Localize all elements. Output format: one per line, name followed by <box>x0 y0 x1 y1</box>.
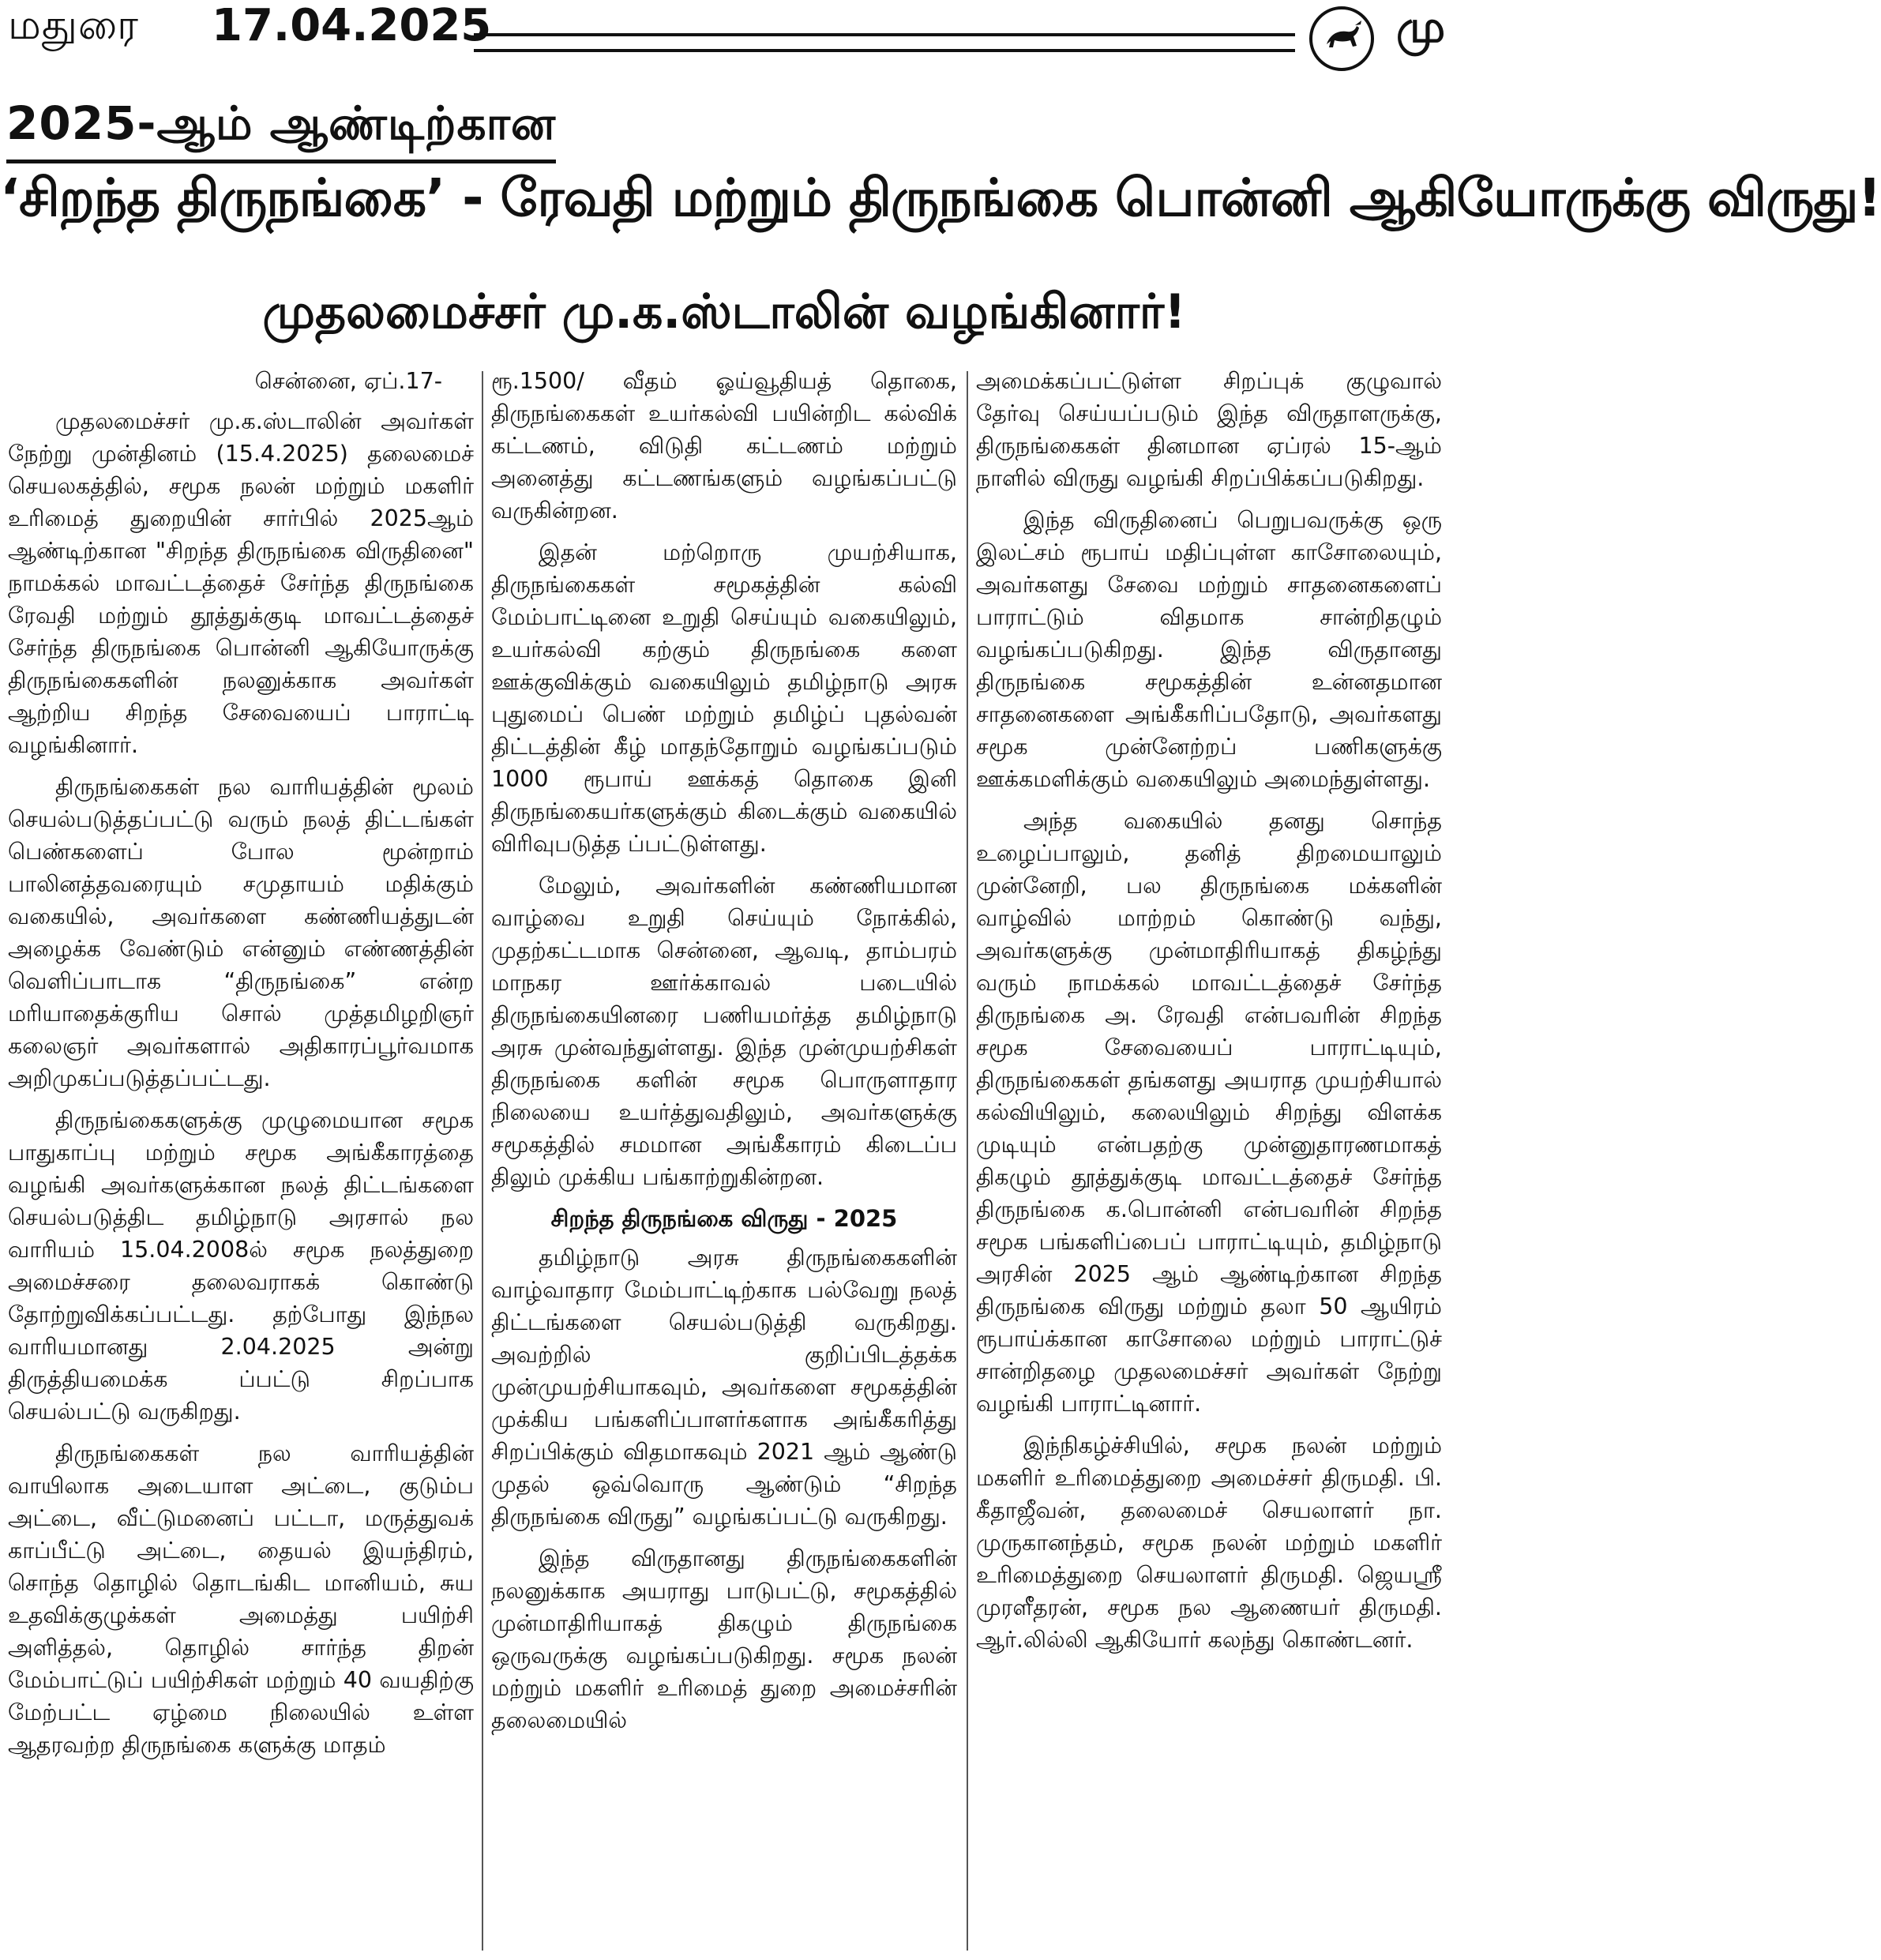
masthead-edge-text: மு <box>1396 2 1446 53</box>
paragraph: அந்த வகையில் தனது சொந்த உழைப்பாலும், தனித் திறமையாலும் முன்னேறி, பல திருநங்கை மக்களின் வாழ்வில் மாற்றம் கொண்டு வந்து, அவர்களுக்கு முன்மாதிரியாகத் திகழ்ந்து வரும் நாமக்கல் மாவட்டத்தைச் சேர்ந்த திருநங்கை அ. ரேவதி என்பவரின் சிறந்த சமூக சேவையைப் பாராட்டியும், திருநங்கைகள் தங்களது அயராத முயற்சியால் கல்வியிலும், கலையிலும் சிறந்து விளக்க முடியும் என்பதற்கு முன்னுதாரணமாகத் திகழும் தூத்துக்குடி மாவட்டத்தைச் சேர்ந்த திருநங்கை க.பொன்னி என்பவரின் சிறந்த சமூக பங்களிப்பைப் பாராட்டியும், தமிழ்நாடு அரசின் 2025 ஆம் ஆண்டிற்கான சிறந்த திருநங்கை விருது மற்றும் தலா 50 ஆயிரம் ரூபாய்க்கான காசோலை மற்றும் பாராட்டுச் சான்றிதழை முதலமைச்சர் அவர்கள் நேற்று வழங்கி பாராட்டினார். <box>976 808 1442 1417</box>
article-column-1 <box>8 365 474 1952</box>
paragraph-continued: ரூ.1500/ வீதம் ஓய்வூதியத் தொகை, திருநங்கைகள் உயர்கல்வி பயின்றிட கல்விக் கட்டணம், விடுதி கட்டணம் மற்றும் அனைத்து கட்டணங்களும் வழங்கப்பட்டு வருகின்றன. <box>491 368 957 524</box>
section-title: சிறந்த திருநங்கை விருது - 2025 <box>550 1205 898 1232</box>
paragraph: தமிழ்நாடு அரசு திருநங்கைகளின் வாழ்வாதார மேம்பாட்டிற்காக பல்வேறு நலத் திட்டங்களை செயல்படுத்தி வருகிறது. அவற்றில் குறிப்பிடத்தக்க முன்முயற்சியாகவும், அவர்களை சமூகத்தின் முக்கிய பங்களிப்பாளர்களாக அங்கீகரித்து சிறப்பிக்கும் விதமாகவும் 2021 ஆம் ஆண்டு முதல் ஒவ்வொரு ஆண்டும் “சிறந்த திருநங்கை விருது” வழங்கப்பட்டு வருகிறது. <box>491 1245 957 1530</box>
masthead <box>0 0 1448 76</box>
bull-emblem-svg <box>1317 14 1366 63</box>
paragraph: இந்த விருதினைப் பெறுபவருக்கு ஒரு இலட்சம் ரூபாய் மதிப்புள்ள காசோலையும், அவர்களது சேவை மற்றும் சாதனைகளைப் பாராட்டும் விதமாக சான்றிதழும் வழங்கப்படுகிறது. இந்த விருதானது திருநங்கை சமூகத்தின் உன்னதமான சாதனைகளை அங்கீகரிப்பதோடு, அவர்களது சமூக முன்னேற்றப் பணிகளுக்கு ஊக்கமளிக்கும் வகையிலும் அமைந்துள்ளது. <box>976 507 1442 792</box>
edition-date: 17.04.2025 <box>212 0 492 51</box>
headline: ‘சிறந்த திருநங்கை’ - ரேவதி மற்றும் திருநங்கை பொன்னி ஆகியோருக்கு விருது! <box>0 167 1881 228</box>
column-divider <box>967 371 968 1951</box>
paragraph: திருநங்கைகள் நல வாரியத்தின் வாயிலாக அடையாள அட்டை, குடும்ப அட்டை, வீட்டுமனைப் பட்டா, மருத்துவக் காப்பீட்டு அட்டை, தையல் இயந்திரம், சொந்த தொழில் தொடங்கிட மானியம், சுய உதவிக்குழுக்கள் அமைத்து பயிற்சி அளித்தல், தொழில் சார்ந்த திறன் மேம்பாட்டுப் பயிற்சிகள் மற்றும் 40 வயதிற்கு மேற்பட்ட ஏழ்மை நிலையில் உள்ள ஆதரவற்ற திருநங்கை களுக்கு மாதம் <box>8 1440 474 1758</box>
paragraph: இந்த விருதானது திருநங்கைகளின் நலனுக்காக அயராது பாடுபட்டு, சமூகத்தில் முன்மாதிரியாகத் திகழும் திருநங்கை ஒருவருக்கு வழங்கப்படுகிறது. சமூக நலன் மற்றும் மகளிர் உரிமைத் துறை அமைச்சரின் தலைமையில் <box>491 1545 957 1733</box>
paragraph: இந்நிகழ்ச்சியில், சமூக நலன் மற்றும் மகளிர் உரிமைத்துறை அமைச்சர் திருமதி. பி. கீதாஜீவன், தலைமைச் செயலாளர் நா. முருகானந்தம், சமூக நலன் மற்றும் மகளிர் உரிமைத்துறை செயலாளர் திருமதி. ஜெயஸ்ரீ முரளீதரன், சமூக நல ஆணையர் திருமதி. ஆர்.லில்லி ஆகியோர் கலந்து கொண்டனர். <box>976 1432 1442 1653</box>
article-column-2 <box>491 365 957 1952</box>
masthead-rule <box>474 33 1295 52</box>
edition-city: மதுரை <box>8 2 140 49</box>
column-divider <box>482 371 483 1951</box>
paragraph: மேலும், அவர்களின் கண்ணியமான வாழ்வை உறுதி செய்யும் நோக்கில், முதற்கட்டமாக சென்னை, ஆவடி, தாம்பரம் மாநகர ஊர்க்காவல் படையில் திருநங்கையினரை பணியமர்த்த தமிழ்நாடு அரசு முன்வந்துள்ளது. இந்த முன்முயற்சிகள் திருநங்கை களின் சமூக பொருளாதார நிலையை உயர்த்துவதிலும், அவர்களுக்கு சமூகத்தில் சமமான அங்கீகாரம் கிடைப்ப திலும் முக்கிய பங்காற்றுகின்றன. <box>491 873 957 1190</box>
paragraph: திருநங்கைகள் நல வாரியத்தின் மூலம் செயல்படுத்தப்பட்டு வரும் நலத் திட்டங்கள் பெண்களைப் போல மூன்றாம் பாலினத்தவரையும் சமுதாயம் மதிக்கும் வகையில், அவர்களை கண்ணியத்துடன் அழைக்க வேண்டும் என்னும் எண்ணத்தின் வெளிப்பாடாக “திருநங்கை” என்ற மரியாதைக்குரிய சொல் முத்தமிழறிஞர் கலைஞர் அவர்களால் அதிகாரப்பூர்வமாக அறிமுகப்படுத்தப்பட்டது. <box>8 774 474 1091</box>
paragraph: திருநங்கைகளுக்கு முழுமையான சமூக பாதுகாப்பு மற்றும் சமூக அங்கீகாரத்தை வழங்கி அவர்களுக்கான நலத் திட்டங்களை செயல்படுத்திட தமிழ்நாடு அரசால் நல வாரியம் 15.04.2008ல் சமூக நலத்துறை அமைச்சரை தலைவராகக் கொண்டு தோற்றுவிக்கப்பட்டது. தற்போது இந்நல வாரியமானது 2.04.2025 அன்று திருத்தியமைக்க ப்பட்டு சிறப்பாக செயல்பட்டு வருகிறது. <box>8 1107 474 1425</box>
article-column-3 <box>976 365 1442 1952</box>
headline-kicker: 2025-ஆம் ஆண்டிற்கான <box>6 96 556 163</box>
bull-emblem-icon <box>1309 6 1374 71</box>
subheadline: முதலமைச்சர் மு.க.ஸ்டாலின் வழங்கினார்! <box>262 284 1186 340</box>
paragraph: இதன் மற்றொரு முயற்சியாக, திருநங்கைகள் சமூகத்தின் கல்வி மேம்பாட்டினை உறுதி செய்யும் வகையிலும், உயர்கல்வி கற்கும் திருநங்கை களை ஊக்குவிக்கும் வகையிலும் தமிழ்நாடு அரசு புதுமைப் பெண் மற்றும் தமிழ்ப் புதல்வன் திட்டத்தின் கீழ் மாதந்தோறும் வழங்கப்படும் 1000 ரூபாய் ஊக்கத் தொகை இனி திருநங்கையர்களுக்கும் கிடைக்கும் வகையில் விரிவுபடுத்த ப்பட்டுள்ளது. <box>491 539 957 857</box>
paragraph: முதலமைச்சர் மு.க.ஸ்டாலின் அவர்கள் நேற்று முன்தினம் (15.4.2025) தலைமைச் செயலகத்தில், சமூக நலன் மற்றும் மகளிர் உரிமைத் துறையின் சார்பில் 2025ஆம் ஆண்டிற்கான "சிறந்த திருநங்கை விருதினை" நாமக்கல் மாவட்டத்தைச் சேர்ந்த திருநங்கை ரேவதி மற்றும் தூத்துக்குடி மாவட்டத்தைச் சேர்ந்த திருநங்கை பொன்னி ஆகியோருக்கு திருநங்கைகளின் நலனுக்காக அவர்கள் ஆற்றிய சிறந்த சேவையைப் பாராட்டி வழங்கினார். <box>8 408 474 758</box>
dateline: சென்னை, ஏப்.17- <box>254 368 442 394</box>
paragraph-continued: அமைக்கப்பட்டுள்ள சிறப்புக் குழுவால் தேர்வு செய்யப்படும் இந்த விருதாளருக்கு, திருநங்கைகள் தினமான ஏப்ரல் 15-ஆம் நாளில் விருது வழங்கி சிறப்பிக்கப்படுகிறது. <box>976 368 1442 491</box>
